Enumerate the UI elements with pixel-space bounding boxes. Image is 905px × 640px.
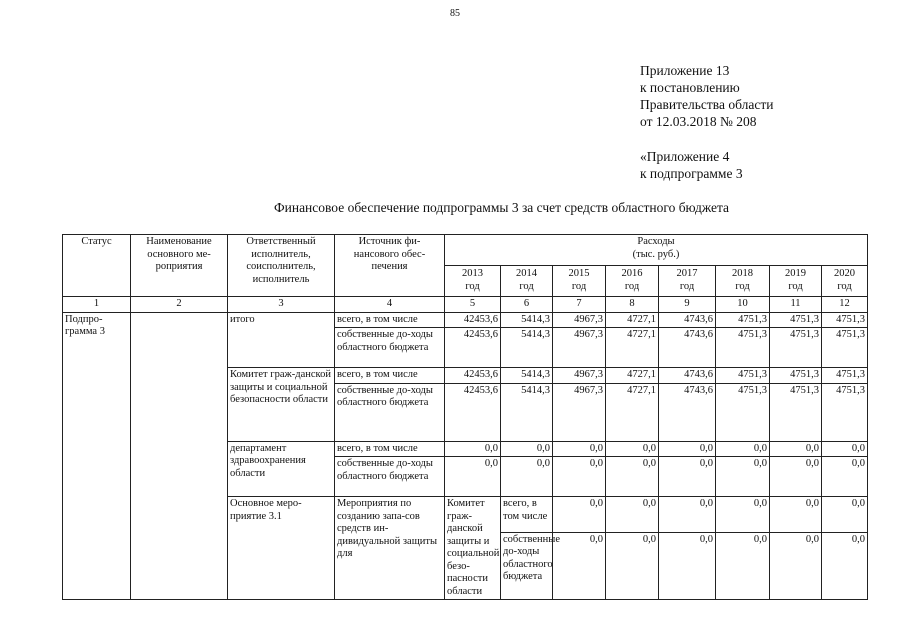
- year-header: 2018 год: [716, 266, 770, 297]
- status-cell: Подпро-грамма 3: [63, 312, 131, 600]
- value-cell: 4743,6: [659, 312, 716, 328]
- appendix-inner-line: к подпрограмме 3: [640, 166, 743, 181]
- value-cell: 0,0: [553, 457, 606, 497]
- appendix-line: от 12.03.2018 № 208: [640, 114, 757, 129]
- year-header: 2016 год: [606, 266, 659, 297]
- column-number: 3: [228, 297, 335, 313]
- source-cell: собственные до-ходы областного бюджета: [501, 532, 553, 599]
- year-header: 2020 год: [822, 266, 868, 297]
- value-cell: 0,0: [716, 441, 770, 457]
- column-number: 5: [445, 297, 501, 313]
- value-cell: 4751,3: [770, 368, 822, 384]
- value-cell: 0,0: [553, 441, 606, 457]
- source-cell: всего, в том числе: [501, 497, 553, 533]
- executor-cell: Комитет граж-данской защиты и социальной безо-пасности области: [445, 497, 501, 600]
- value-cell: 4751,3: [822, 368, 868, 384]
- value-cell: 4751,3: [822, 328, 868, 368]
- value-cell: 42453,6: [445, 383, 501, 441]
- value-cell: 4727,1: [606, 368, 659, 384]
- value-cell: 0,0: [606, 532, 659, 599]
- value-cell: 0,0: [659, 532, 716, 599]
- appendix-line: Правительства области: [640, 97, 774, 112]
- value-cell: 4751,3: [822, 383, 868, 441]
- value-cell: 0,0: [606, 497, 659, 533]
- column-number: 8: [606, 297, 659, 313]
- value-cell: 0,0: [822, 441, 868, 457]
- appendix-inner-block: [640, 148, 743, 182]
- appendix-block: [640, 62, 773, 130]
- value-cell: 4967,3: [553, 368, 606, 384]
- value-cell: 0,0: [770, 457, 822, 497]
- column-number: 2: [131, 297, 228, 313]
- appendix-inner-line: «Приложение 4: [640, 149, 730, 164]
- value-cell: 42453,6: [445, 328, 501, 368]
- document-title: Финансовое обеспечение подпрограммы 3 за счет средств областного бюджета: [273, 200, 730, 215]
- status-cell: Основное меро-приятие 3.1: [228, 497, 335, 600]
- value-cell: 0,0: [822, 457, 868, 497]
- financing-table: [62, 234, 868, 600]
- value-cell: 0,0: [501, 441, 553, 457]
- value-cell: 5414,3: [501, 368, 553, 384]
- source-cell: всего, в том числе: [335, 441, 445, 457]
- column-number: 4: [335, 297, 445, 313]
- column-number: 6: [501, 297, 553, 313]
- value-cell: 5414,3: [501, 328, 553, 368]
- column-number: 10: [716, 297, 770, 313]
- name-cell: Мероприятия по созданию запа-сов средств ин-дивидуальной защиты для: [335, 497, 445, 600]
- value-cell: 0,0: [716, 532, 770, 599]
- value-cell: 0,0: [822, 497, 868, 533]
- value-cell: 0,0: [606, 457, 659, 497]
- value-cell: 4727,1: [606, 312, 659, 328]
- value-cell: 42453,6: [445, 368, 501, 384]
- name-cell: [131, 312, 228, 600]
- value-cell: 4743,6: [659, 368, 716, 384]
- value-cell: 4751,3: [716, 368, 770, 384]
- header-expenses-label: Расходы: [637, 236, 675, 247]
- value-cell: 4751,3: [716, 328, 770, 368]
- column-number: 12: [822, 297, 868, 313]
- value-cell: 0,0: [659, 457, 716, 497]
- value-cell: 4727,1: [606, 383, 659, 441]
- appendix-line: к постановлению: [640, 80, 740, 95]
- executor-cell: департамент здравоохранения области: [228, 441, 335, 497]
- value-cell: 4751,3: [716, 383, 770, 441]
- value-cell: 42453,6: [445, 312, 501, 328]
- value-cell: 0,0: [770, 497, 822, 533]
- executor-cell: итого: [228, 312, 335, 368]
- value-cell: 4967,3: [553, 312, 606, 328]
- header-name: Наименование основного ме-роприятия: [131, 235, 228, 297]
- year-header: 2017 год: [659, 266, 716, 297]
- header-expenses-unit: (тыс. руб.): [632, 248, 680, 260]
- value-cell: 0,0: [716, 497, 770, 533]
- value-cell: 0,0: [501, 457, 553, 497]
- value-cell: 4743,6: [659, 383, 716, 441]
- value-cell: 0,0: [770, 532, 822, 599]
- value-cell: 4727,1: [606, 328, 659, 368]
- value-cell: 4967,3: [553, 328, 606, 368]
- value-cell: 5414,3: [501, 383, 553, 441]
- source-cell: всего, в том числе: [335, 312, 445, 328]
- year-header: 2014 год: [501, 266, 553, 297]
- year-header: 2015 год: [553, 266, 606, 297]
- column-number: 7: [553, 297, 606, 313]
- value-cell: 4751,3: [770, 383, 822, 441]
- column-number: 11: [770, 297, 822, 313]
- table-row: [63, 312, 868, 328]
- column-number: 1: [63, 297, 131, 313]
- page-number: 85: [450, 8, 460, 19]
- year-header: 2013 год: [445, 266, 501, 297]
- appendix-line: Приложение 13: [640, 63, 730, 78]
- header-source: Источник фи-нансового обес-печения: [335, 235, 445, 297]
- value-cell: 0,0: [659, 441, 716, 457]
- executor-cell: Комитет граж-данской защиты и социальной безопасности области: [228, 368, 335, 442]
- value-cell: 4967,3: [553, 383, 606, 441]
- value-cell: 4751,3: [770, 312, 822, 328]
- source-cell: собственные до-ходы областного бюджета: [335, 383, 445, 441]
- source-cell: собственные до-ходы областного бюджета: [335, 328, 445, 368]
- value-cell: 0,0: [822, 532, 868, 599]
- value-cell: 0,0: [770, 441, 822, 457]
- column-number: 9: [659, 297, 716, 313]
- value-cell: 0,0: [553, 497, 606, 533]
- value-cell: 4751,3: [716, 312, 770, 328]
- column-number-row: [63, 297, 868, 313]
- source-cell: всего, в том числе: [335, 368, 445, 384]
- value-cell: 0,0: [716, 457, 770, 497]
- value-cell: 0,0: [606, 441, 659, 457]
- header-status: Статус: [63, 235, 131, 297]
- value-cell: 4751,3: [770, 328, 822, 368]
- year-header: 2019 год: [770, 266, 822, 297]
- value-cell: 0,0: [445, 457, 501, 497]
- value-cell: 4751,3: [822, 312, 868, 328]
- header-expenses: [445, 235, 868, 266]
- header-executor: Ответственный исполнитель, соисполнитель, исполнитель: [228, 235, 335, 297]
- value-cell: 0,0: [659, 497, 716, 533]
- source-cell: собственные до-ходы областного бюджета: [335, 457, 445, 497]
- value-cell: 0,0: [553, 532, 606, 599]
- value-cell: 0,0: [445, 441, 501, 457]
- value-cell: 4743,6: [659, 328, 716, 368]
- value-cell: 5414,3: [501, 312, 553, 328]
